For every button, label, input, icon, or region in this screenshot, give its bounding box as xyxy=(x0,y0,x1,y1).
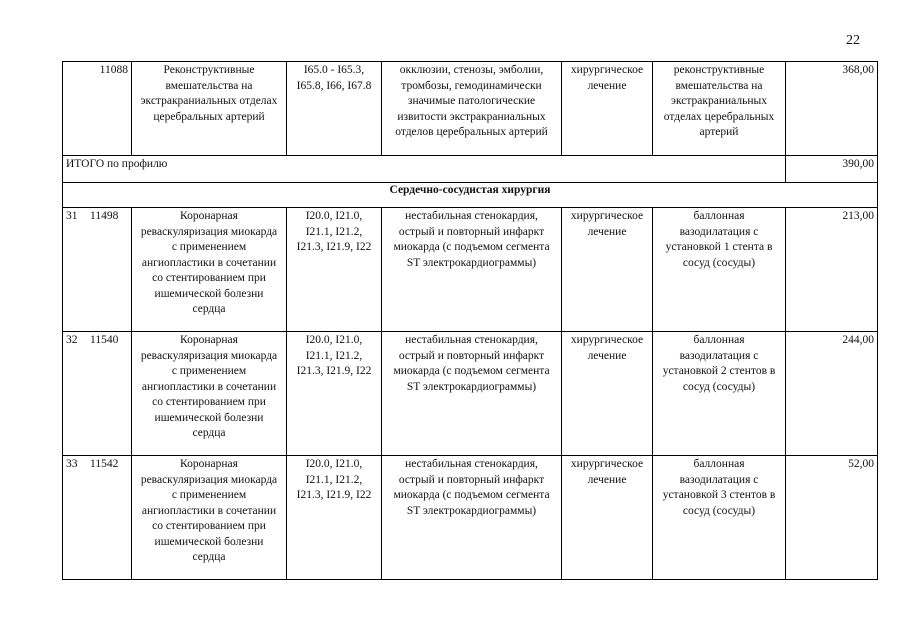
icd-codes-cell: I65.0 - I65.3, I65.8, I66, I67.8 xyxy=(287,62,382,156)
table-row-11088 xyxy=(63,62,878,156)
patient-model-cell: нестабильная стенокардия, острый и повторный инфаркт миокарда (с подъемом сегмента ST электрокардиограммы) xyxy=(382,208,562,332)
treatment-type-cell: хирургическое лечение xyxy=(562,208,653,332)
total-row xyxy=(63,156,878,183)
page-number: 22 xyxy=(846,33,860,48)
treatment-type-cell: хирургическое лечение xyxy=(562,332,653,456)
patient-model-cell: нестабильная стенокардия, острый и повторный инфаркт миокарда (с подъемом сегмента ST электрокардиограммы) xyxy=(382,456,562,580)
table-row xyxy=(63,456,878,580)
row-code: 11540 xyxy=(90,334,119,346)
row-index: 31 xyxy=(66,210,78,222)
row-code: 11498 xyxy=(90,210,119,222)
intervention-name-cell: Коронарная реваскуляризация миокарда с применением ангиопластики в сочетании со стентированием при ишемической болезни сердца xyxy=(132,208,287,332)
total-label: ИТОГО по профилю xyxy=(63,156,786,183)
treatment-type-cell: хирургическое лечение xyxy=(562,456,653,580)
table-row xyxy=(63,208,878,332)
icd-codes-cell: I20.0, I21.0, I21.1, I21.2, I21.3, I21.9, I22 xyxy=(287,208,382,332)
value-cell: 213,00 xyxy=(786,208,878,332)
value-cell: 244,00 xyxy=(786,332,878,456)
patient-model-cell: нестабильная стенокардия, острый и повторный инфаркт миокарда (с подъемом сегмента ST электрокардиограммы) xyxy=(382,332,562,456)
row-code-cell xyxy=(63,332,132,456)
treatment-method-cell: баллонная вазодилатация с установкой 1 стента в сосуд (сосуды) xyxy=(653,208,786,332)
section-header-row xyxy=(63,183,878,208)
intervention-name-cell: Коронарная реваскуляризация миокарда с применением ангиопластики в сочетании со стентированием при ишемической болезни сердца xyxy=(132,456,287,580)
intervention-name-cell: Реконструктивные вмешательства на экстракраниальных отделах церебральных артерий xyxy=(132,62,287,156)
row-code-cell: 11088 xyxy=(63,62,132,156)
row-code-cell xyxy=(63,456,132,580)
treatment-method-cell: баллонная вазодилатация с установкой 2 стентов в сосуд (сосуды) xyxy=(653,332,786,456)
table-row xyxy=(63,332,878,456)
treatment-method-cell: баллонная вазодилатация с установкой 3 стентов в сосуд (сосуды) xyxy=(653,456,786,580)
patient-model-cell: окклюзии, стенозы, эмболии, тромбозы, гемодинамически значимые патологические извитости экстракраниальных отделов церебральных артерий xyxy=(382,62,562,156)
icd-codes-cell: I20.0, I21.0, I21.1, I21.2, I21.3, I21.9, I22 xyxy=(287,456,382,580)
section-title: Сердечно-сосудистая хирургия xyxy=(63,183,878,208)
treatment-type-cell: хирургическое лечение xyxy=(562,62,653,156)
treatment-method-cell: реконструктивные вмешательства на экстракраниальных отделах церебральных артерий xyxy=(653,62,786,156)
row-code: 11542 xyxy=(90,458,119,470)
intervention-name-cell: Коронарная реваскуляризация миокарда с применением ангиопластики в сочетании со стентированием при ишемической болезни сердца xyxy=(132,332,287,456)
row-index: 32 xyxy=(66,334,78,346)
icd-codes-cell: I20.0, I21.0, I21.1, I21.2, I21.3, I21.9, I22 xyxy=(287,332,382,456)
value-cell: 368,00 xyxy=(786,62,878,156)
row-code-cell xyxy=(63,208,132,332)
value-cell: 52,00 xyxy=(786,456,878,580)
row-index: 33 xyxy=(66,458,78,470)
medical-care-table xyxy=(62,61,878,580)
total-value: 390,00 xyxy=(786,156,878,183)
